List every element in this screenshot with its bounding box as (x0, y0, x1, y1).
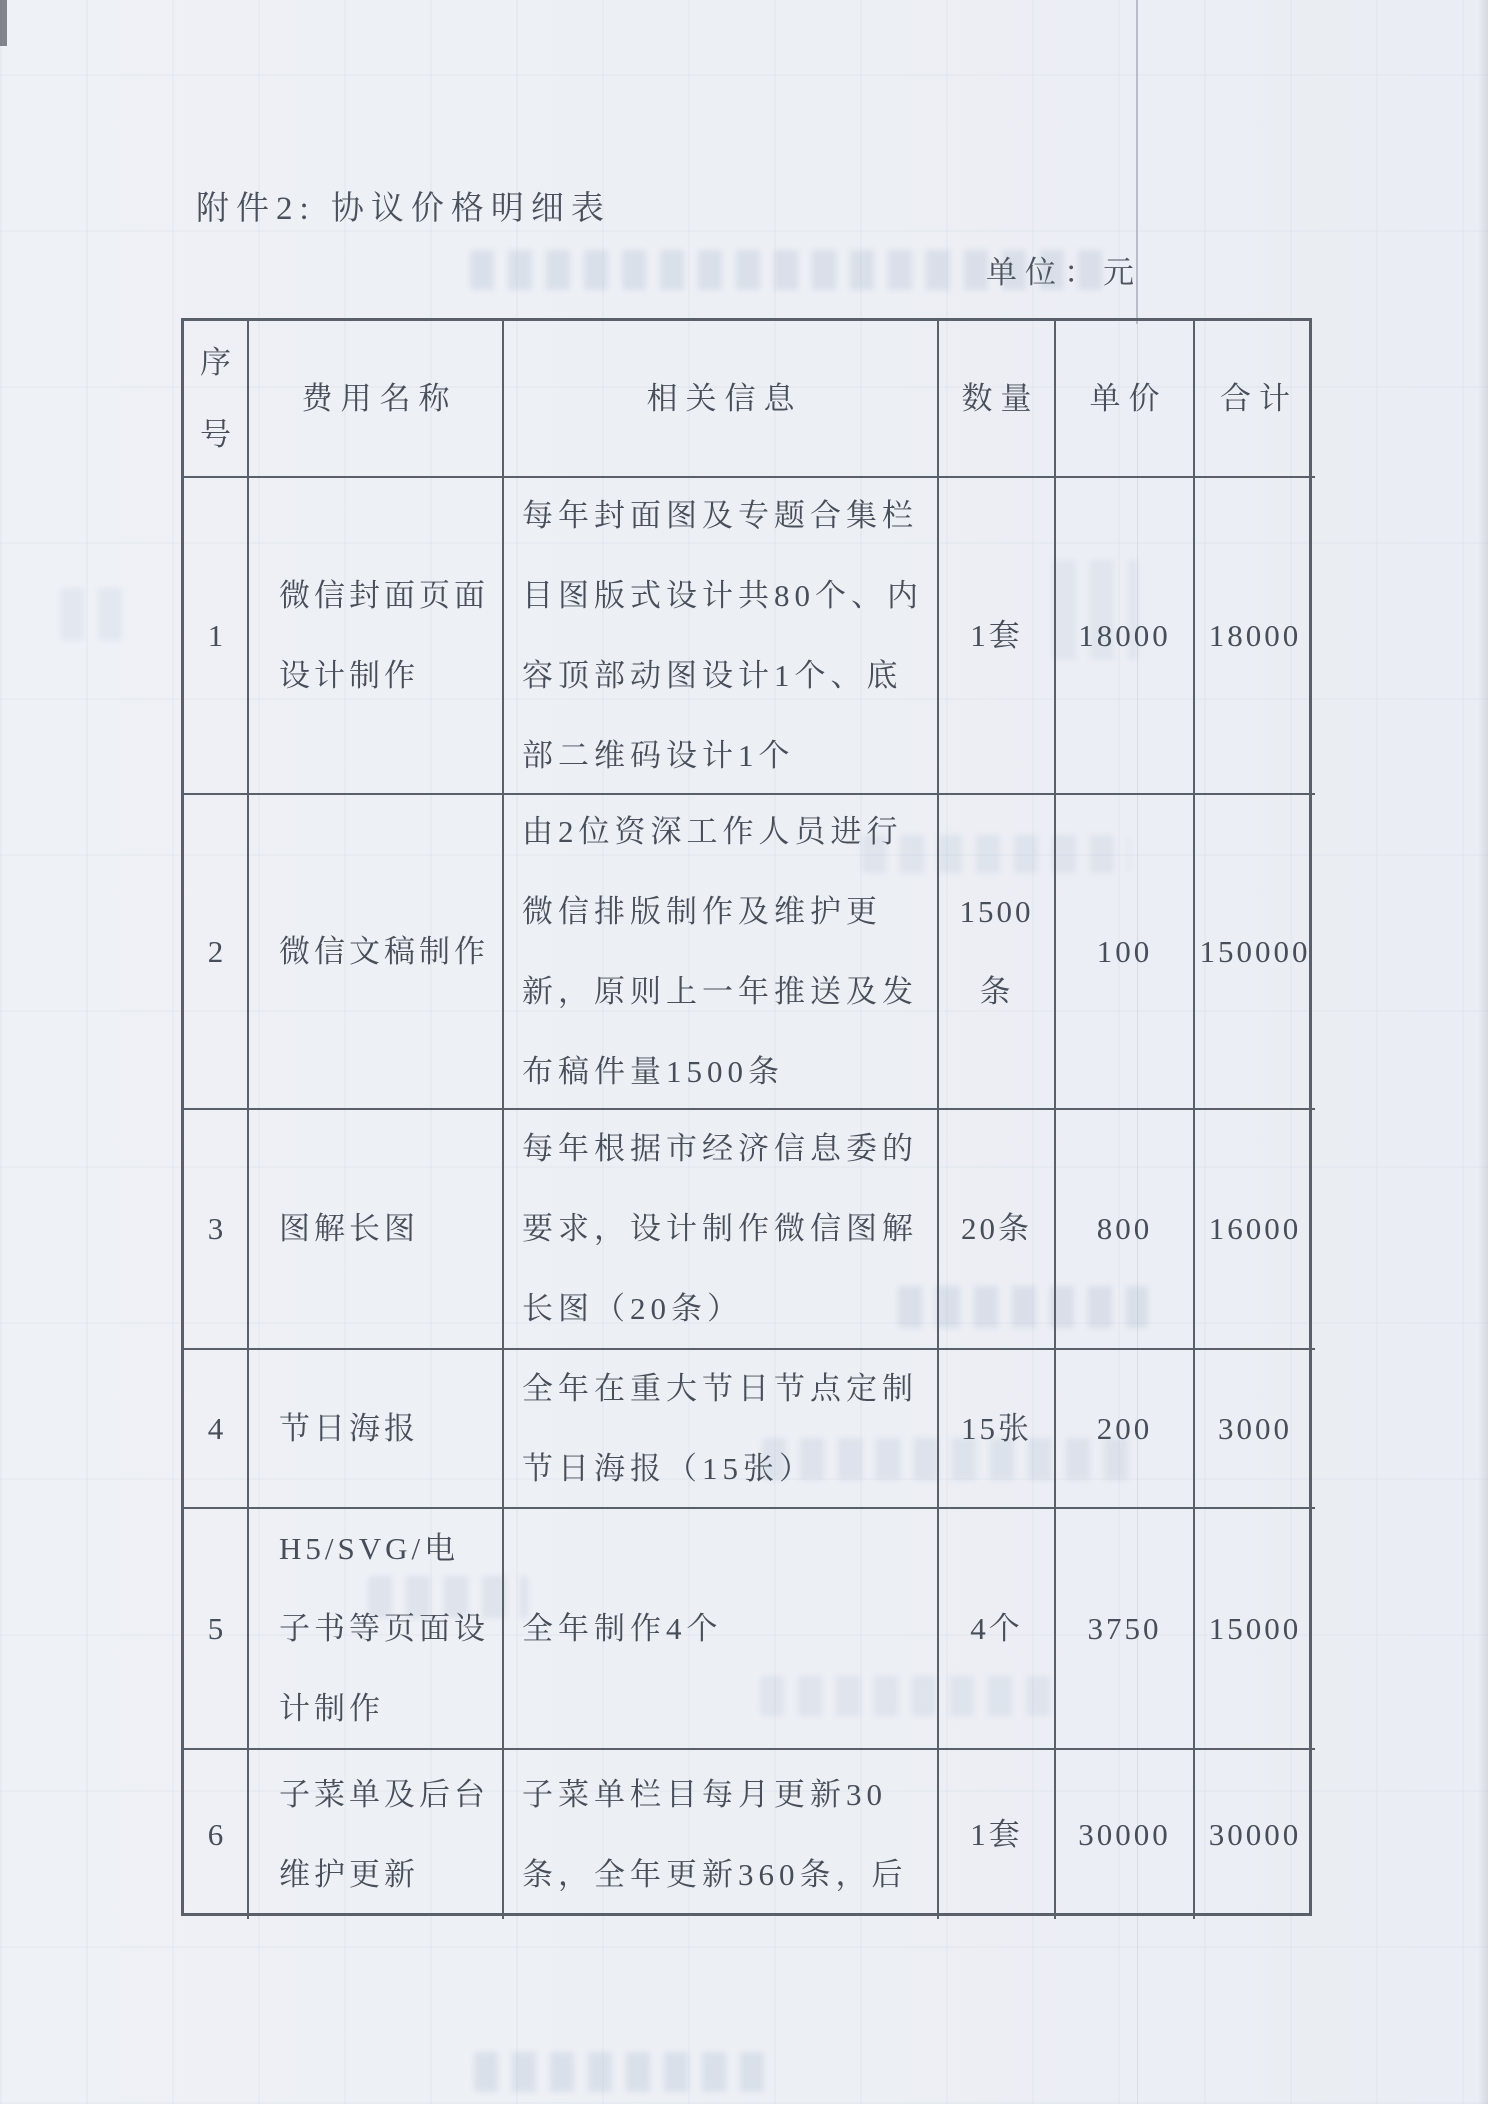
table-row-4-no: 4 (184, 1350, 249, 1509)
table-row-4-related-info: 全年在重大节日节点定制节日海报（15张） (504, 1350, 939, 1509)
table-row-4-fee-name: 节日海报 (249, 1350, 504, 1509)
table-row-5-no: 5 (184, 1509, 249, 1750)
table-row-5-related-info: 全年制作4个 (504, 1509, 939, 1750)
bleedthrough-artifact (474, 2052, 774, 2092)
unit-label: 单位：元 (986, 255, 1142, 290)
column-header-unit-price: 单价 (1056, 321, 1195, 478)
table-row-3-related-info: 每年根据市经济信息委的要求，设计制作微信图解长图（20条） (504, 1110, 939, 1350)
table-row-6-related-info: 子菜单栏目每月更新30条，全年更新360条，后 (504, 1750, 939, 1919)
scan-corner-artifact (0, 0, 7, 46)
table-row-2-unit-price: 100 (1056, 795, 1195, 1110)
table-row-3-no: 3 (184, 1110, 249, 1350)
column-header-fee-name: 费用名称 (249, 321, 504, 478)
table-row-4-total: 3000 (1195, 1350, 1315, 1509)
column-header-quantity: 数量 (939, 321, 1056, 478)
table-row-1-no: 1 (184, 478, 249, 795)
table-row-3-total: 16000 (1195, 1110, 1315, 1350)
table-row-2-fee-name: 微信文稿制作 (249, 795, 504, 1110)
table-row-6-quantity: 1套 (939, 1750, 1056, 1919)
table-row-2-quantity: 1500条 (939, 795, 1056, 1110)
table-row-2-related-info: 由2位资深工作人员进行微信排版制作及维护更新，原则上一年推送及发布稿件量1500条 (504, 795, 939, 1110)
table-row-6-total: 30000 (1208, 1816, 1302, 1852)
table-row-3-quantity: 20条 (939, 1110, 1056, 1350)
table-row-5-fee-name: H5/SVG/电子书等页面设计制作 (249, 1509, 504, 1750)
table-row-1-related-info: 每年封面图及专题合集栏目图版式设计共80个、内容顶部动图设计1个、底部二维码设计1个 (504, 478, 939, 795)
column-header-related-info: 相关信息 (504, 321, 939, 478)
table-row-4-unit-price: 200 (1056, 1350, 1195, 1509)
price-detail-table (181, 318, 1312, 1916)
column-header-total: 合计 (1195, 321, 1315, 478)
document-title: 附件2: 协议价格明细表 (196, 191, 611, 227)
table-row-3-fee-name: 图解长图 (249, 1110, 504, 1350)
table-row-5-total: 15000 (1195, 1509, 1315, 1750)
table-row-1-unit-price: 18000 (1056, 478, 1195, 795)
table-row-6-fee-name: 子菜单及后台维护更新 (249, 1750, 504, 1919)
table-row-1-total: 18000 (1195, 478, 1315, 795)
table-row-3-unit-price: 800 (1056, 1110, 1195, 1350)
table-row-1-quantity: 1套 (939, 478, 1056, 795)
table-row-2-total: 150000 (1195, 795, 1315, 1110)
bleedthrough-artifact (60, 588, 126, 640)
table-row-1-fee-name: 微信封面页面设计制作 (249, 478, 504, 795)
table-row-5-quantity: 4个 (939, 1509, 1056, 1750)
table-row-6-unit-price: 30000 (1056, 1750, 1195, 1919)
table-row-5-unit-price: 3750 (1056, 1509, 1195, 1750)
table-row-6-no: 6 (184, 1750, 249, 1919)
page-edge-shadow (1478, 0, 1488, 2104)
table-row-2-no: 2 (184, 795, 249, 1110)
column-header-no: 序号 (184, 321, 249, 478)
table-row-4-quantity: 15张 (939, 1350, 1056, 1509)
